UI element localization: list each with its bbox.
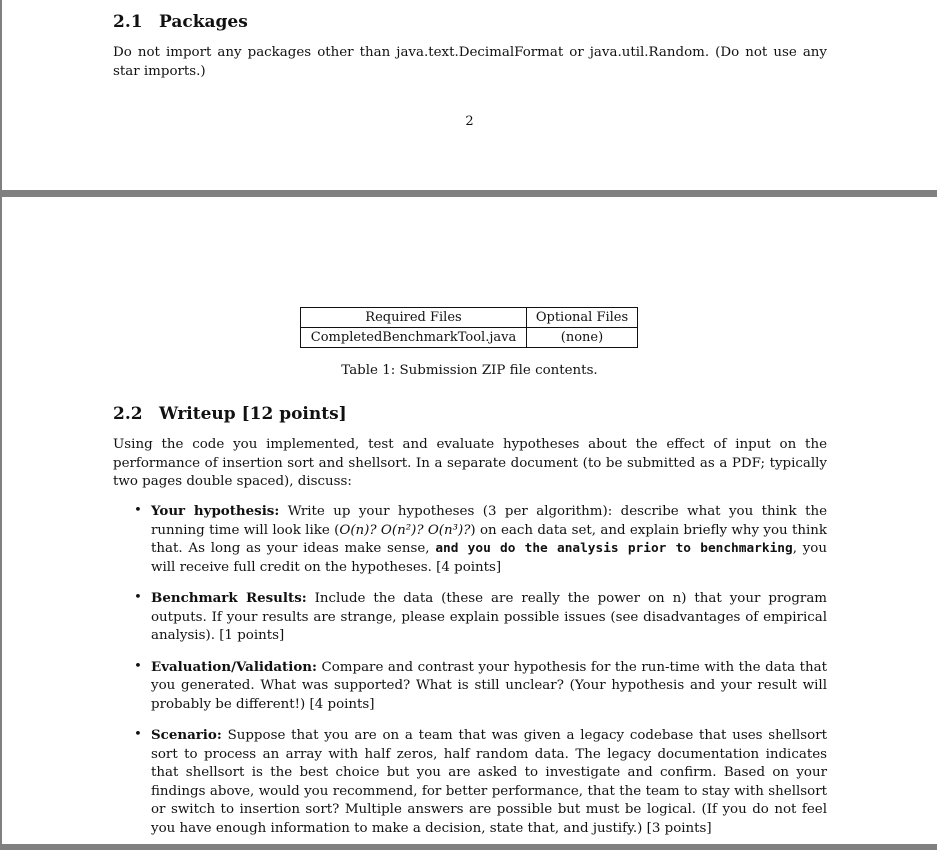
page-top [2, 0, 937, 190]
section-number: 2.1 [113, 12, 143, 32]
item-emphasis: and you do the analysis prior to benchmarking [435, 541, 793, 556]
list-item [134, 726, 827, 838]
item-text: Include the data (these are really the power on n) that your program outputs. If your results are strange, please explain possible issues (see disadvantages of empirical analysis). [1 points] [151, 591, 828, 643]
bullet-icon: • [134, 503, 142, 518]
section-number: 2.2 [113, 404, 143, 424]
table-header-row [301, 308, 638, 328]
item-lead: Scenario: [151, 727, 222, 743]
list-item [134, 658, 827, 715]
section-title-text: Writeup [12 points] [159, 404, 347, 424]
discussion-list [134, 502, 827, 850]
list-item [134, 502, 827, 577]
item-text: ) on each data set, and explain briefly why you think that. As long as your ideas make sense, [151, 522, 827, 556]
item-math: O(n)? O(n²)? O(n³)? [339, 522, 471, 538]
packages-paragraph: Do not import any packages other than java.text.DecimalFormat or java.util.Random. (Do not use any star imports.) [113, 45, 827, 79]
page-number: 2 [465, 114, 474, 129]
table-header-cell: Optional Files [527, 308, 638, 328]
list-item [134, 589, 827, 646]
writeup-intro: Using the code you implemented, test and evaluate hypotheses about the effect of input on the performance of insertion sort and shellsort. In a separate document (to be submitted as a PDF; typically two pages double spaced), discuss: [113, 437, 827, 489]
bullet-icon: • [134, 590, 142, 605]
item-text: Suppose that you are on a team that was given a legacy codebase that uses shellsort sort to process an array with half zeros, half random data. The legacy documentation indicates that shellsort is the best choice but you are asked to investigate and confirm. Based on your findings above, would you recommend, for better performance, that the team to stay with shellsort or switch to insertion sort? Multiple answers are possible but must be logical. (If you do not feel you have enough information to make a decision, state that, and justify.) [3 points] [151, 728, 827, 836]
item-lead: Benchmark Results: [151, 590, 307, 606]
bullet-icon: • [134, 727, 142, 742]
table-cell: (none) [527, 328, 638, 348]
table-cell: CompletedBenchmarkTool.java [301, 328, 527, 348]
item-text: Compare and contrast your hypothesis for the run-time with the data that you generated. What was supported? What is still unclear? (Your hypothesis and your result will probably be different!) [4 points] [151, 659, 827, 712]
item-lead: Your hypothesis: [151, 503, 280, 519]
item-text: Write up your hypotheses (3 per algorithm): describe what you think the running time will look like ( [151, 504, 827, 538]
page-bottom [2, 197, 937, 844]
section-title-packages [113, 12, 248, 32]
section-title-writeup [113, 404, 347, 424]
item-text: , you will receive full credit on the hypotheses. [4 points] [151, 541, 827, 575]
table-row [301, 328, 638, 348]
item-lead: Evaluation/Validation: [151, 658, 317, 675]
files-table [300, 307, 638, 348]
table-header-cell: Required Files [301, 308, 527, 328]
section-title-text: Packages [159, 12, 248, 32]
table-caption: Table 1: Submission ZIP file contents. [341, 363, 598, 378]
bullet-icon: • [134, 658, 142, 674]
